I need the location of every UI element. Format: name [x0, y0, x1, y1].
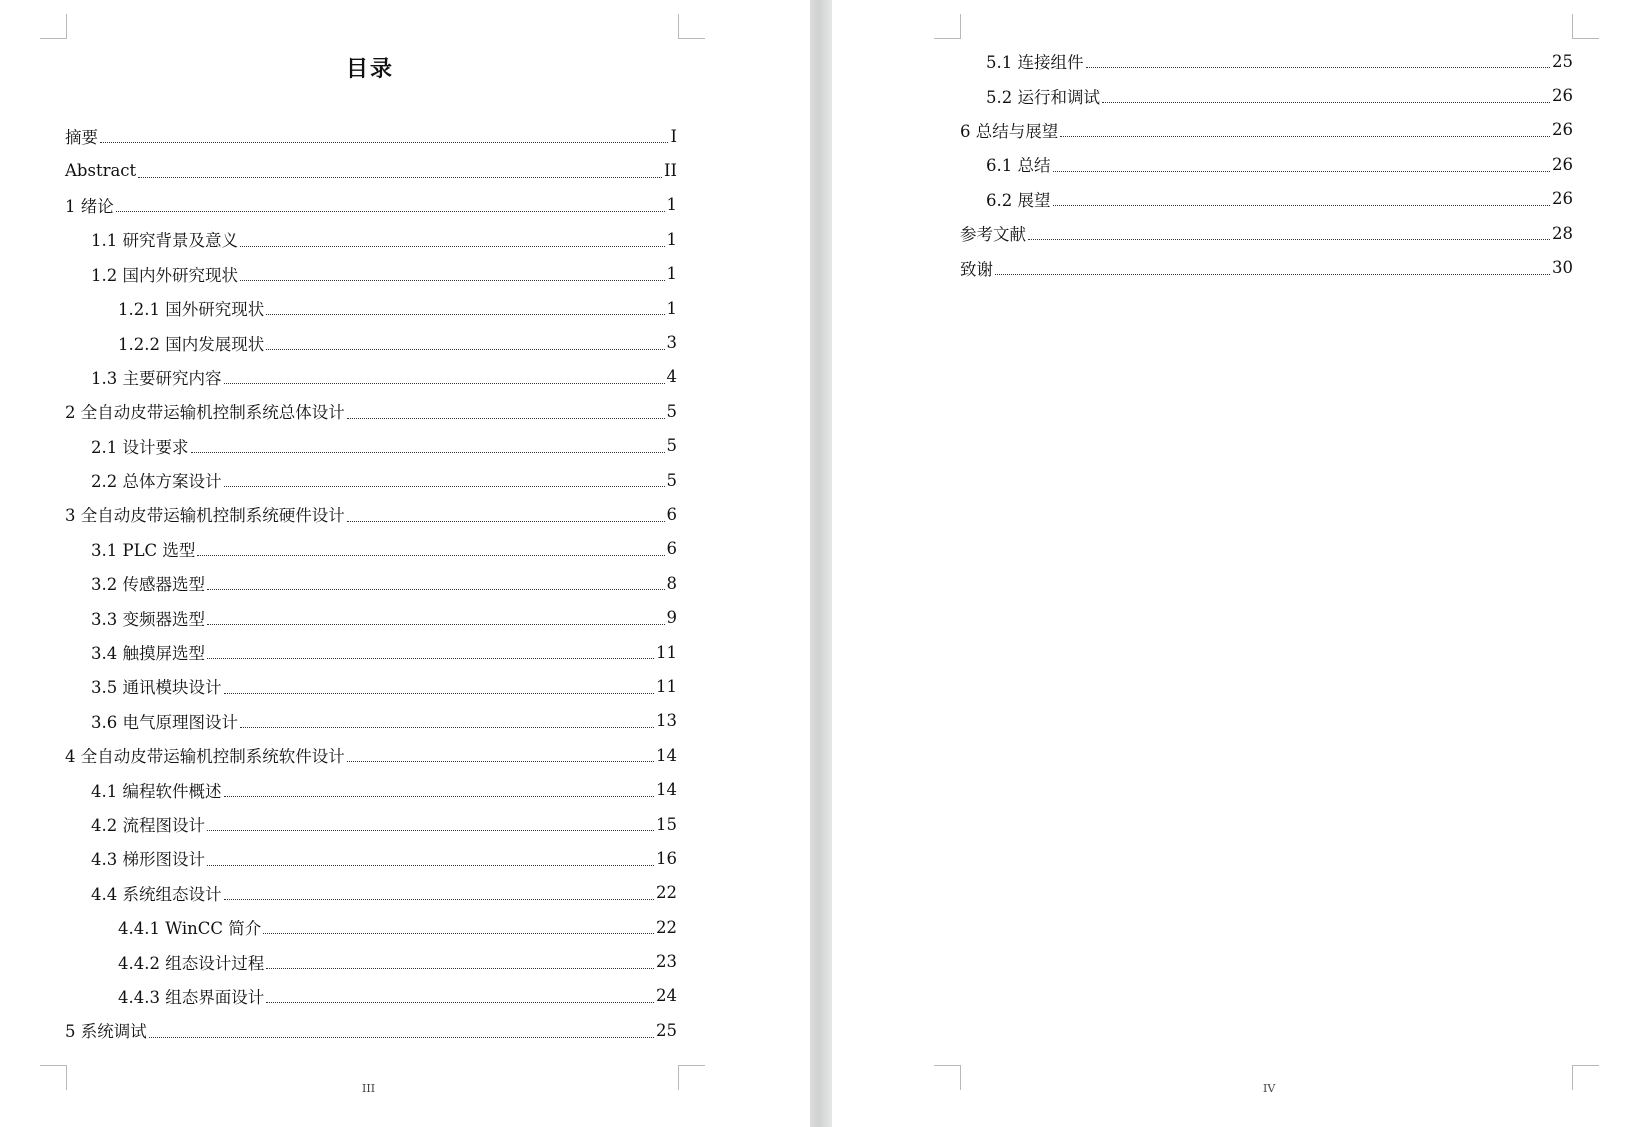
toc-entry-label: 2.1 设计要求: [91, 437, 189, 457]
toc-entry-label: 1.2.1 国外研究现状: [118, 300, 265, 320]
toc-entry[interactable]: [65, 841, 677, 875]
toc-entry-page: 14: [656, 780, 677, 800]
toc-entry[interactable]: [960, 182, 1573, 216]
toc-entry-label: 1.1 研究背景及意义: [91, 231, 238, 251]
toc-dot-leader: [1028, 238, 1550, 240]
toc-entry-page: 30: [1552, 258, 1573, 278]
toc-dot-leader: [224, 692, 655, 694]
toc-entry-page: 11: [656, 676, 677, 696]
toc-dot-leader: [138, 176, 662, 178]
toc-entry-page: II: [663, 161, 677, 181]
toc-entry-label: 致谢: [960, 259, 993, 279]
toc-dot-leader: [263, 932, 654, 934]
toc-entry-page: 3: [666, 333, 677, 353]
toc-entry[interactable]: [65, 429, 677, 463]
toc-dot-leader: [240, 726, 654, 728]
toc-entry-label: 3.1 PLC 选型: [91, 540, 196, 560]
toc-entry-label: 4.4.3 组态界面设计: [118, 987, 265, 1007]
toc-entry-page: 13: [656, 711, 677, 731]
toc-dot-leader: [207, 829, 654, 831]
crop-mark-bottom-right: [678, 1065, 705, 1090]
crop-mark-top-right: [678, 14, 705, 39]
toc-entry[interactable]: [65, 807, 677, 841]
toc-entry-page: 23: [656, 952, 677, 972]
toc-entry[interactable]: [65, 119, 677, 153]
toc-entry[interactable]: [65, 497, 677, 531]
toc-dot-leader: [149, 1036, 654, 1038]
toc-entry-page: 4: [666, 367, 677, 387]
toc-dot-leader: [347, 520, 665, 522]
toc-entry-label: 1.2.2 国内发展现状: [118, 334, 265, 354]
toc-entry[interactable]: [65, 532, 677, 566]
toc-entry[interactable]: [65, 944, 677, 978]
toc-dot-leader: [191, 451, 665, 453]
toc-title: 目录: [345, 56, 394, 82]
toc-entry-label: Abstract: [65, 161, 137, 181]
toc-entry-label: 3.6 电气原理图设计: [91, 712, 238, 732]
toc-entry[interactable]: [960, 147, 1573, 181]
toc-entry-label: 2 全自动皮带运输机控制系统总体设计: [65, 403, 345, 423]
toc-dot-leader: [224, 898, 655, 900]
toc-entry-label: 4.4.2 组态设计过程: [118, 953, 265, 973]
crop-mark-top-right: [1572, 14, 1599, 39]
toc-entry[interactable]: [65, 188, 677, 222]
toc-entry-label: 6 总结与展望: [960, 121, 1059, 141]
toc-entry-page: 1: [666, 264, 677, 284]
toc-entry-label: 3.5 通讯模块设计: [91, 678, 222, 698]
toc-dot-leader: [266, 348, 664, 350]
toc-dot-leader: [1060, 135, 1550, 137]
toc-entry-page: 28: [1552, 223, 1573, 243]
toc-entry[interactable]: [65, 463, 677, 497]
toc-entry[interactable]: [65, 738, 677, 772]
toc-entry-label: 4.3 梯形图设计: [91, 850, 205, 870]
toc-entry[interactable]: [65, 600, 677, 634]
toc-entry[interactable]: [960, 216, 1573, 250]
toc-entry-label: 2.2 总体方案设计: [91, 472, 222, 492]
toc-entry-label: 5 系统调试: [65, 1022, 147, 1042]
page-gutter: [810, 0, 832, 1127]
crop-mark-bottom-right: [1572, 1065, 1599, 1090]
toc-entry-page: 9: [666, 608, 677, 628]
toc-entry-label: 1.3 主要研究内容: [91, 368, 222, 388]
crop-mark-top-left: [40, 14, 67, 39]
toc-entry-label: 3.2 传感器选型: [91, 575, 205, 595]
toc-entry-label: 1.2 国内外研究现状: [91, 265, 238, 285]
toc-entry-label: 4.1 编程软件概述: [91, 781, 222, 801]
toc-dot-leader: [197, 554, 664, 556]
toc-entry-label: 摘要: [65, 128, 98, 148]
toc-entry[interactable]: [65, 360, 677, 394]
toc-entry-page: 5: [666, 401, 677, 421]
toc-entry-page: 24: [656, 986, 677, 1006]
toc-dot-leader: [224, 485, 665, 487]
toc-dot-leader: [224, 795, 655, 797]
toc-dot-leader: [116, 210, 665, 212]
toc-entry-page: 11: [656, 642, 677, 662]
toc-entry-page: 1: [666, 298, 677, 318]
toc-entry[interactable]: [960, 250, 1573, 284]
toc-entry-page: 8: [666, 573, 677, 593]
toc-entry-page: 26: [1552, 86, 1573, 106]
toc-dot-leader: [1053, 204, 1551, 206]
toc-dot-leader: [1086, 66, 1551, 68]
toc-entry-page: 26: [1552, 120, 1573, 140]
toc-dot-leader: [207, 623, 665, 625]
toc-entry[interactable]: [65, 394, 677, 428]
toc-entry-label: 3 全自动皮带运输机控制系统硬件设计: [65, 506, 345, 526]
toc-entry-page: 5: [666, 436, 677, 456]
toc-entry[interactable]: [65, 222, 677, 256]
toc-entry-page: 6: [666, 539, 677, 559]
toc-entry-page: 25: [656, 1020, 677, 1040]
toc-dot-leader: [347, 760, 654, 762]
toc-entry[interactable]: [65, 153, 677, 187]
toc-entry-page: 1: [666, 195, 677, 215]
table-of-contents-left: [65, 119, 677, 1048]
toc-entry[interactable]: [65, 704, 677, 738]
toc-entry-page: 26: [1552, 154, 1573, 174]
toc-dot-leader: [207, 588, 665, 590]
crop-mark-bottom-left: [40, 1065, 67, 1090]
toc-entry-page: 5: [666, 470, 677, 490]
toc-entry-page: 22: [656, 883, 677, 903]
toc-entry-page: 16: [656, 848, 677, 868]
toc-entry-page: 14: [656, 745, 677, 765]
toc-entry-label: 6.1 总结: [986, 156, 1051, 176]
toc-entry[interactable]: [65, 325, 677, 359]
toc-entry[interactable]: [65, 1013, 677, 1047]
toc-entry[interactable]: [65, 772, 677, 806]
table-of-contents-right: [960, 44, 1573, 285]
toc-entry-label: 4.4 系统组态设计: [91, 884, 222, 904]
toc-entry[interactable]: [65, 291, 677, 325]
toc-dot-leader: [995, 273, 1550, 275]
toc-dot-leader: [266, 313, 664, 315]
toc-entry-page: 26: [1552, 189, 1573, 209]
toc-dot-leader: [207, 657, 654, 659]
toc-entry[interactable]: [65, 979, 677, 1013]
toc-entry[interactable]: [65, 257, 677, 291]
toc-entry-page: 1: [666, 229, 677, 249]
toc-dot-leader: [224, 382, 665, 384]
page-number: IV: [1263, 1082, 1276, 1095]
toc-dot-leader: [266, 1001, 654, 1003]
toc-entry-label: 4.2 流程图设计: [91, 816, 205, 835]
toc-entry-page: 22: [656, 917, 677, 937]
toc-entry-page: 25: [1552, 51, 1573, 71]
toc-entry[interactable]: [65, 566, 677, 600]
toc-entry-page: 15: [656, 814, 677, 834]
toc-entry[interactable]: [65, 669, 677, 703]
toc-entry-label: 4.4.1 WinCC 简介: [118, 919, 262, 939]
toc-dot-leader: [347, 417, 665, 419]
toc-dot-leader: [240, 279, 665, 281]
toc-dot-leader: [240, 245, 665, 247]
toc-entry[interactable]: [960, 44, 1573, 78]
toc-dot-leader: [266, 967, 654, 969]
toc-entry[interactable]: [65, 876, 677, 910]
toc-entry-label: 5.2 运行和调试: [986, 87, 1100, 107]
toc-entry-label: 1 绪论: [65, 196, 114, 216]
toc-entry-label: 3.4 触摸屏选型: [91, 644, 205, 664]
toc-dot-leader: [207, 864, 654, 866]
toc-entry-label: 4 全自动皮带运输机控制系统软件设计: [65, 747, 345, 767]
crop-mark-top-left: [934, 14, 961, 39]
toc-entry-page: 6: [666, 504, 677, 524]
toc-entry[interactable]: [65, 635, 677, 669]
toc-dot-leader: [1053, 170, 1551, 172]
toc-entry-label: 5.1 连接组件: [986, 53, 1084, 73]
page-number: III: [362, 1082, 376, 1095]
toc-entry-label: 3.3 变频器选型: [91, 609, 205, 629]
toc-entry[interactable]: [65, 910, 677, 944]
toc-dot-leader: [100, 141, 668, 143]
crop-mark-bottom-left: [934, 1065, 961, 1090]
toc-entry-label: 参考文献: [960, 225, 1026, 245]
toc-entry[interactable]: [960, 113, 1573, 147]
toc-entry[interactable]: [960, 78, 1573, 112]
toc-entry-page: I: [670, 126, 677, 146]
toc-dot-leader: [1102, 101, 1550, 103]
toc-entry-label: 6.2 展望: [986, 190, 1051, 210]
